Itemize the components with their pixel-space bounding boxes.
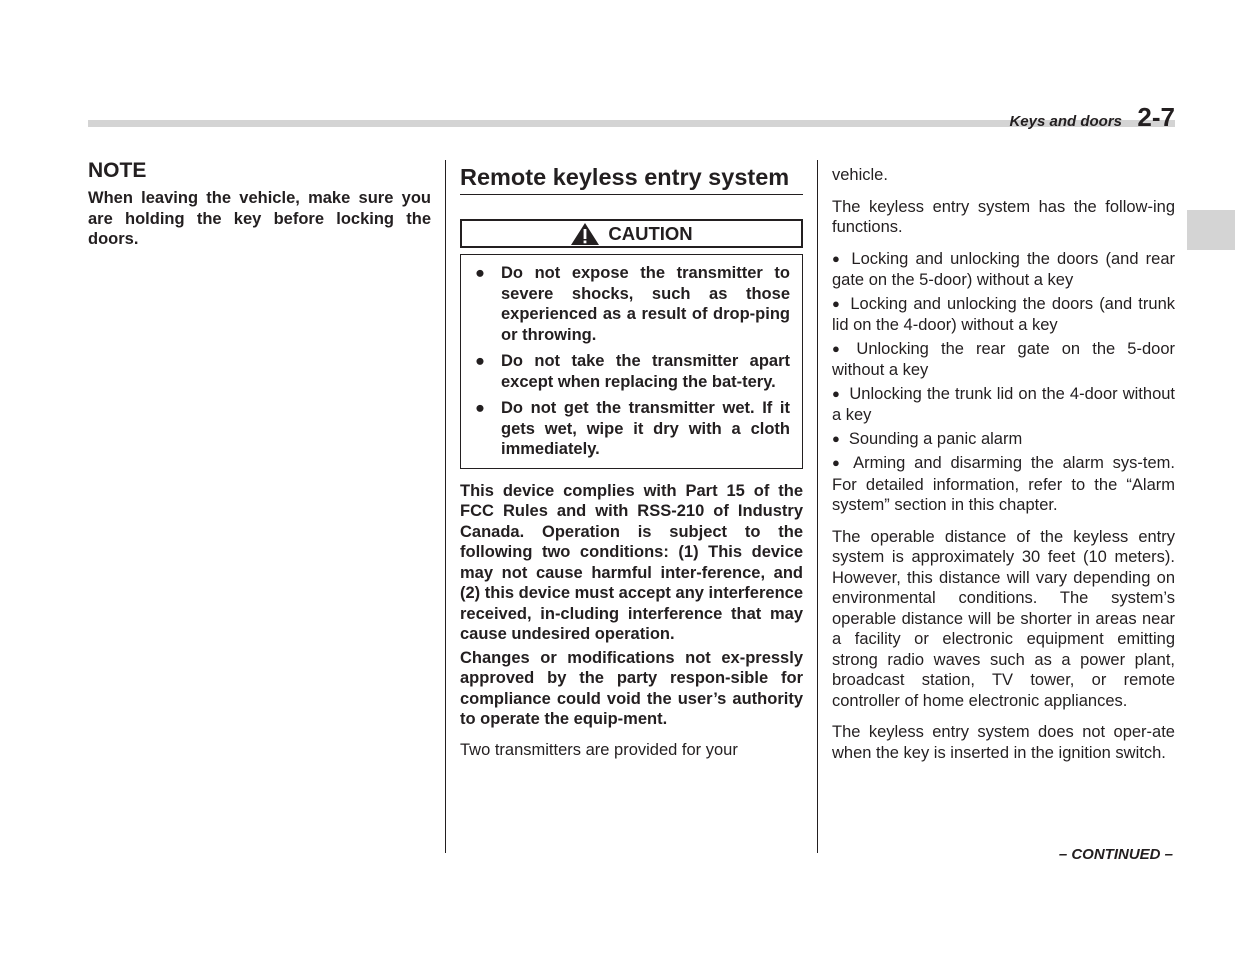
page-number: 2-7 — [1137, 102, 1175, 132]
bullet-icon: ● — [475, 264, 485, 282]
column-2 — [460, 160, 803, 760]
functions-intro: The keyless entry system has the follow-ing functions. — [832, 197, 1175, 236]
transmitters-text-start: Two transmitters are provided for your — [460, 740, 738, 759]
note-text: When leaving the vehicle, make sure you are holding the key before locking the doors. — [88, 189, 431, 248]
caution-header — [460, 219, 803, 248]
modifications-warning-text: Changes or modifications not ex-pressly approved by the party respon-sible for compliance could void the user’s authority to operate the equip-ment. — [460, 648, 803, 728]
fcc-compliance-text: This device complies with Part 15 of the FCC Rules and with RSS-210 of Industry Canada. Operation is subject to the following two conditions: (1) This device may not cause harmful inter-ference, and (2) this device must accept any interference received, in-cluding interference that may cause undesired operation. — [460, 481, 803, 643]
bullet-icon: ● — [832, 295, 842, 311]
list-item: ● Locking and unlocking the doors (and rear gate on the 5-door) without a key — [832, 249, 1175, 289]
list-item: ● Locking and unlocking the doors (and trunk lid on the 4-door) without a key — [832, 294, 1175, 334]
list-item: ● Unlocking the trunk lid on the 4-door without a key — [832, 384, 1176, 424]
caution-item: ● Do not expose the transmitter to severe shocks, such as those experienced as a result of drop-ping or throwing. — [475, 264, 790, 344]
chapter-tab — [1187, 210, 1235, 250]
functions-list — [832, 249, 1175, 516]
ignition-note-text: The keyless entry system does not oper-ate when the key is inserted in the ignition switch. — [832, 723, 1175, 762]
column-1 — [88, 160, 431, 250]
header-section-title: Keys and doors — [1009, 113, 1122, 130]
column-3 — [832, 160, 1175, 774]
warning-triangle-icon — [570, 222, 600, 246]
bullet-icon: ● — [832, 455, 845, 470]
caution-item: ● Do not get the transmitter wet. If it gets wet, wipe it dry with a cloth immediately. — [475, 399, 790, 458]
column-divider-2 — [817, 160, 818, 853]
note-title: NOTE — [88, 159, 147, 182]
caution-item: ● Do not take the transmitter apart except when replacing the bat-tery. — [475, 352, 790, 391]
section-title: Remote keyless entry system — [460, 160, 803, 195]
bullet-icon: ● — [832, 340, 848, 356]
bullet-icon: ● — [832, 430, 840, 446]
list-item: ● Unlocking the rear gate on the 5-door without a key — [832, 339, 1175, 379]
bullet-icon: ● — [475, 352, 485, 370]
operable-distance-text: The operable distance of the keyless entry system is approximately 30 feet (10 meters). However, this distance will vary depending on environmental conditions. The system’s operable distance will be shorter in areas near a facility or electronic equipment emitting strong radio waves such as a power plant, broadcast station, TV tower, or remote controller of home electronic appliances. — [832, 527, 1175, 710]
list-item: ● Sounding a panic alarm — [832, 429, 1023, 448]
bullet-icon: ● — [475, 399, 485, 417]
list-item: ● Arming and disarming the alarm sys-tem. For detailed information, refer to the “Alarm system” section in this chapter. — [832, 454, 1175, 514]
continued-label: – CONTINUED – — [1058, 846, 1173, 863]
column-divider-1 — [445, 160, 446, 853]
transmitters-text-end: vehicle. — [832, 166, 888, 184]
caution-label: CAUTION — [608, 222, 693, 244]
caution-box — [460, 254, 803, 469]
bullet-icon: ● — [832, 250, 843, 266]
bullet-icon: ● — [832, 385, 841, 401]
